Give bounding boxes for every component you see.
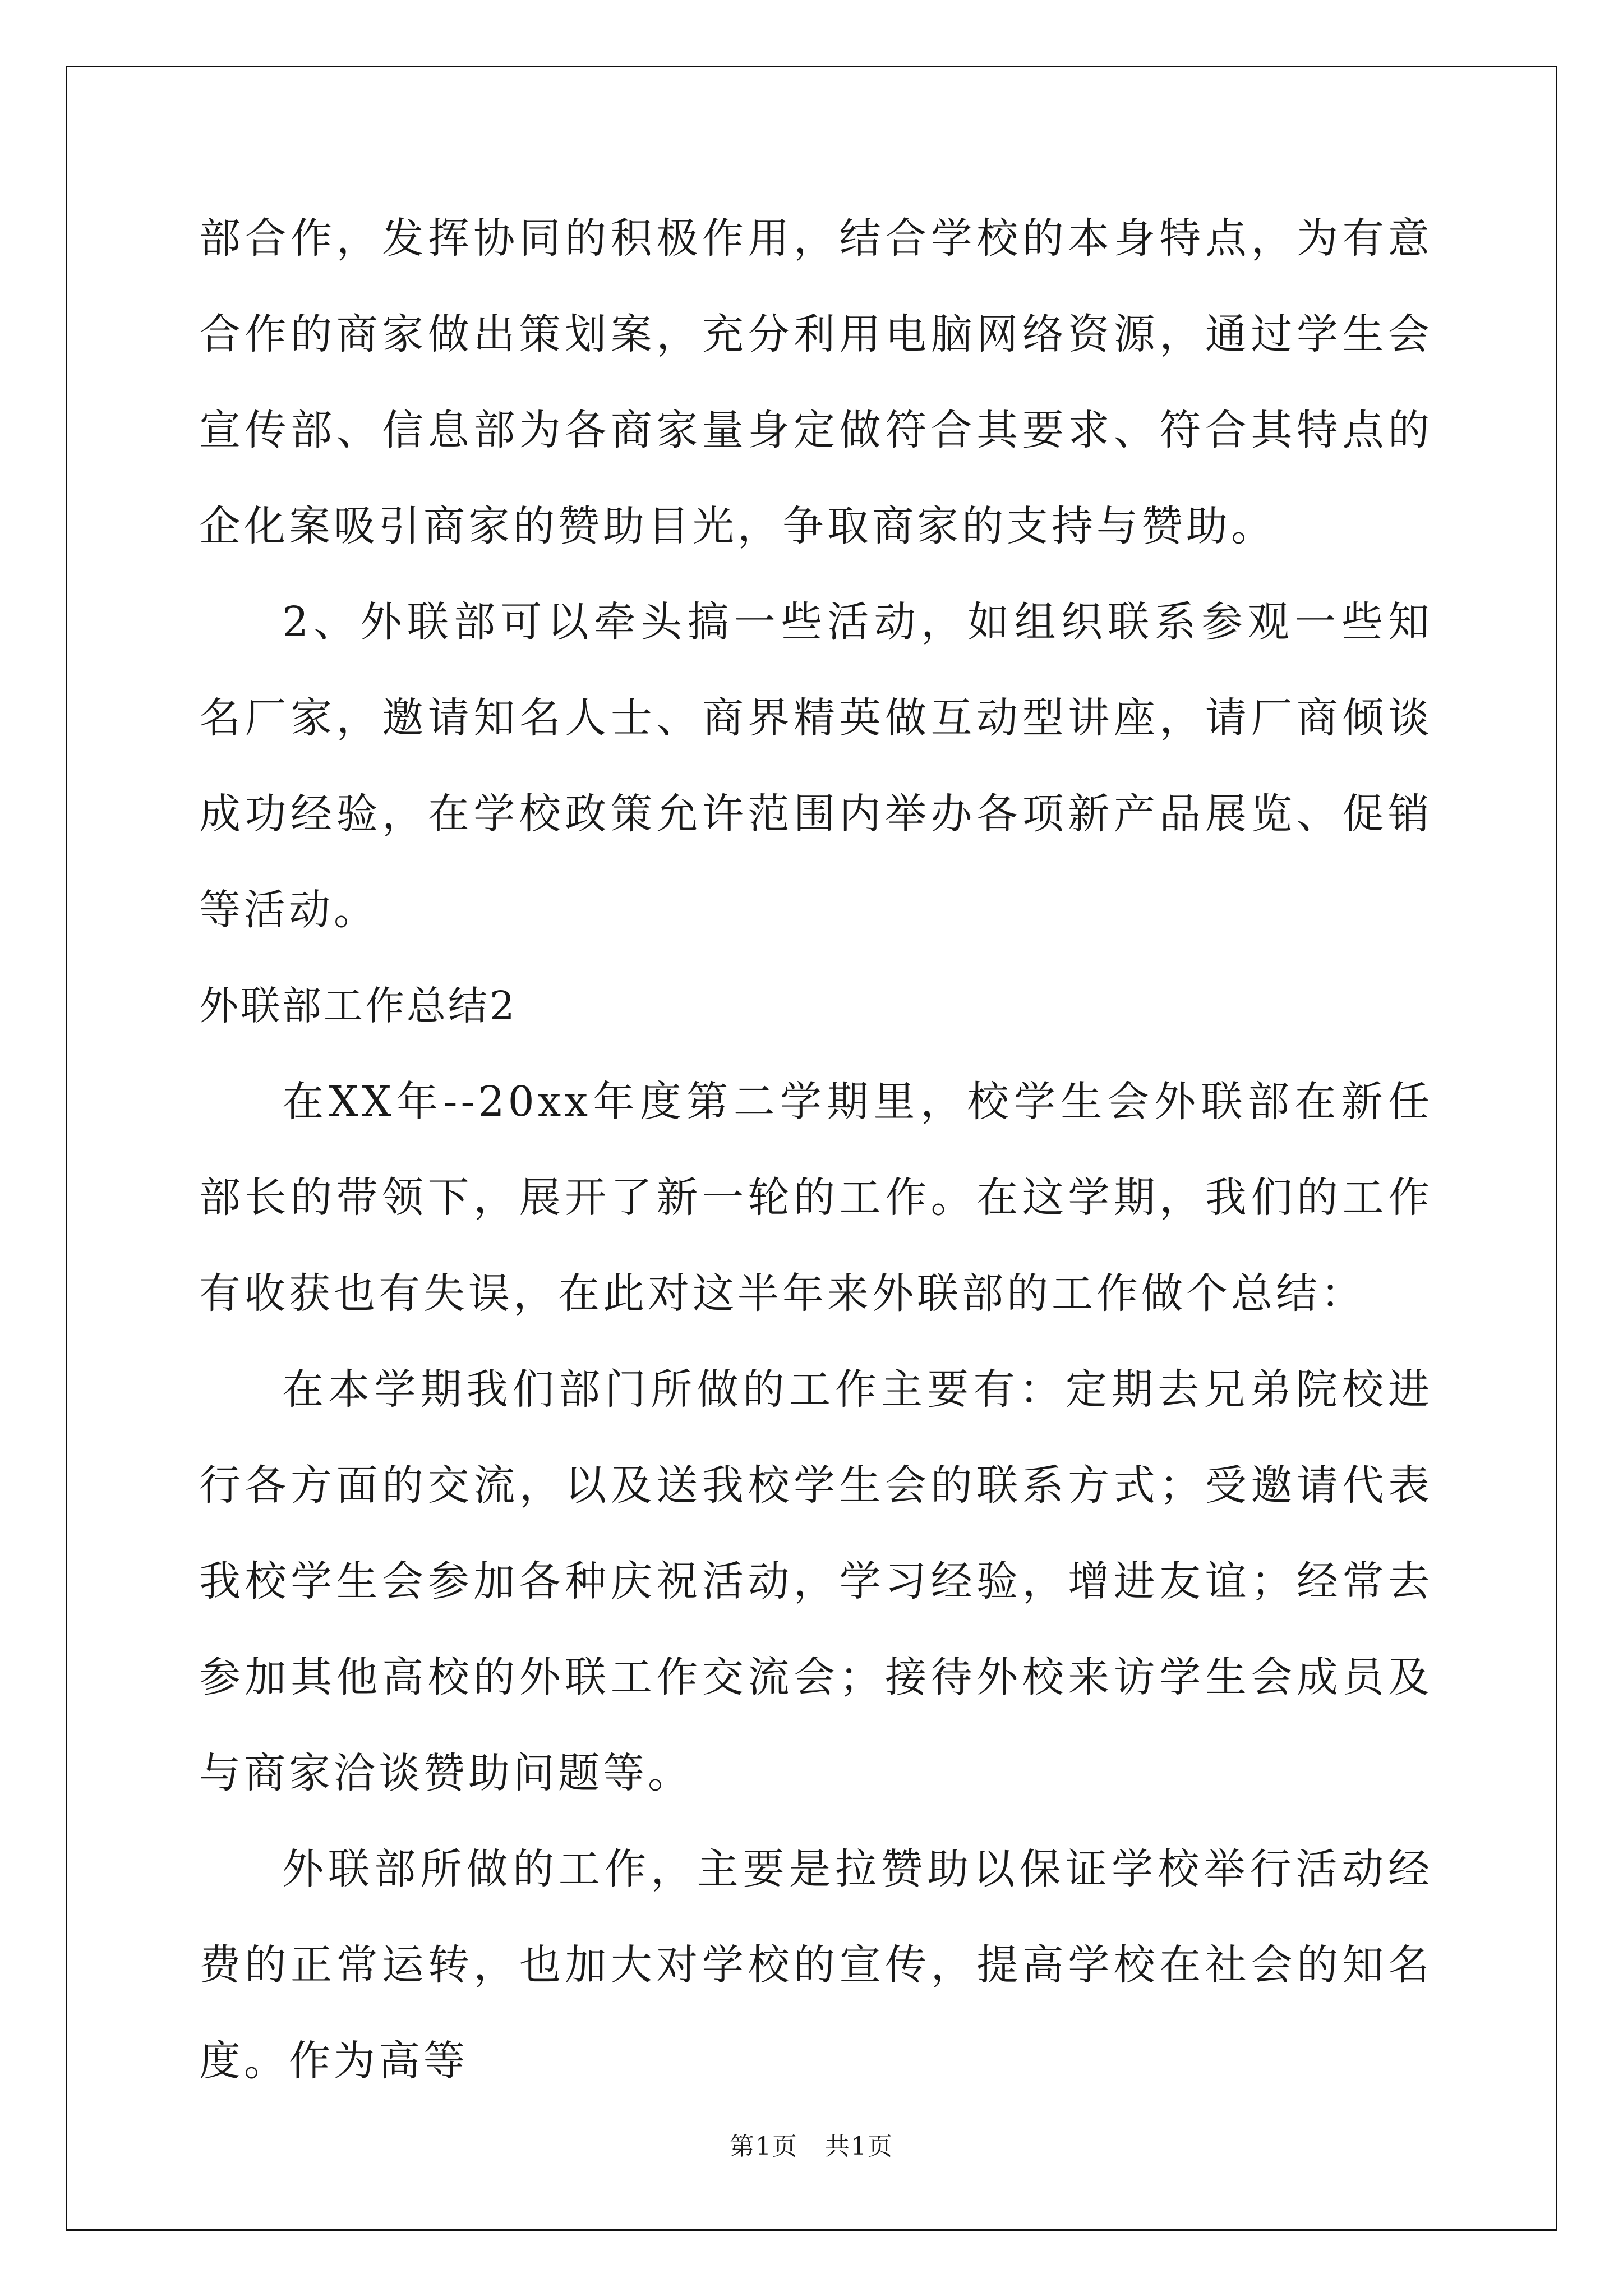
document-body	[199, 191, 1433, 2109]
page-total: 共1页	[825, 2132, 893, 2161]
paragraph-continuation: 部合作，发挥协同的积极作用，结合学校的本身特点，为有意合作的商家做出策划案，充分利用电脑网络资源，通过学生会宣传部、信息部为各商家量身定做符合其要求、符合其特点的企化案吸引商家的赞助目光，争取商家的支持与赞助。	[199, 214, 1433, 550]
paragraph-work-list: 在本学期我们部门所做的工作主要有：定期去兄弟院校进行各方面的交流，以及送我校学生会的联系方式；受邀请代表我校学生会参加各种庆祝活动，学习经验，增进友谊；经常去参加其他高校的外联工作交流会；接待外校来访学生会成员及与商家洽谈赞助问题等。	[199, 1365, 1433, 1797]
page-number: 第1页	[730, 2132, 798, 2161]
paragraph-item-2: 2、外联部可以牵头搞一些活动，如组织联系参观一些知名厂家，邀请知名人士、商界精英做互动型讲座，请厂商倾谈成功经验，在学校政策允许范围内举办各项新产品展览、促销等活动。	[199, 598, 1433, 934]
paragraph-work-purpose: 外联部所做的工作，主要是拉赞助以保证学校举行活动经费的正常运转，也加大对学校的宣传，提高学校在社会的知名度。作为高等	[199, 1845, 1433, 2085]
paragraph-intro: 在XX年--20xx年度第二学期里，校学生会外联部在新任部长的带领下，展开了新一轮的工作。在这学期，我们的工作有收获也有失误，在此对这半年来外联部的工作做个总结：	[199, 1078, 1433, 1318]
section-heading: 外联部工作总结2	[199, 983, 517, 1029]
page-footer	[0, 2126, 1623, 2162]
